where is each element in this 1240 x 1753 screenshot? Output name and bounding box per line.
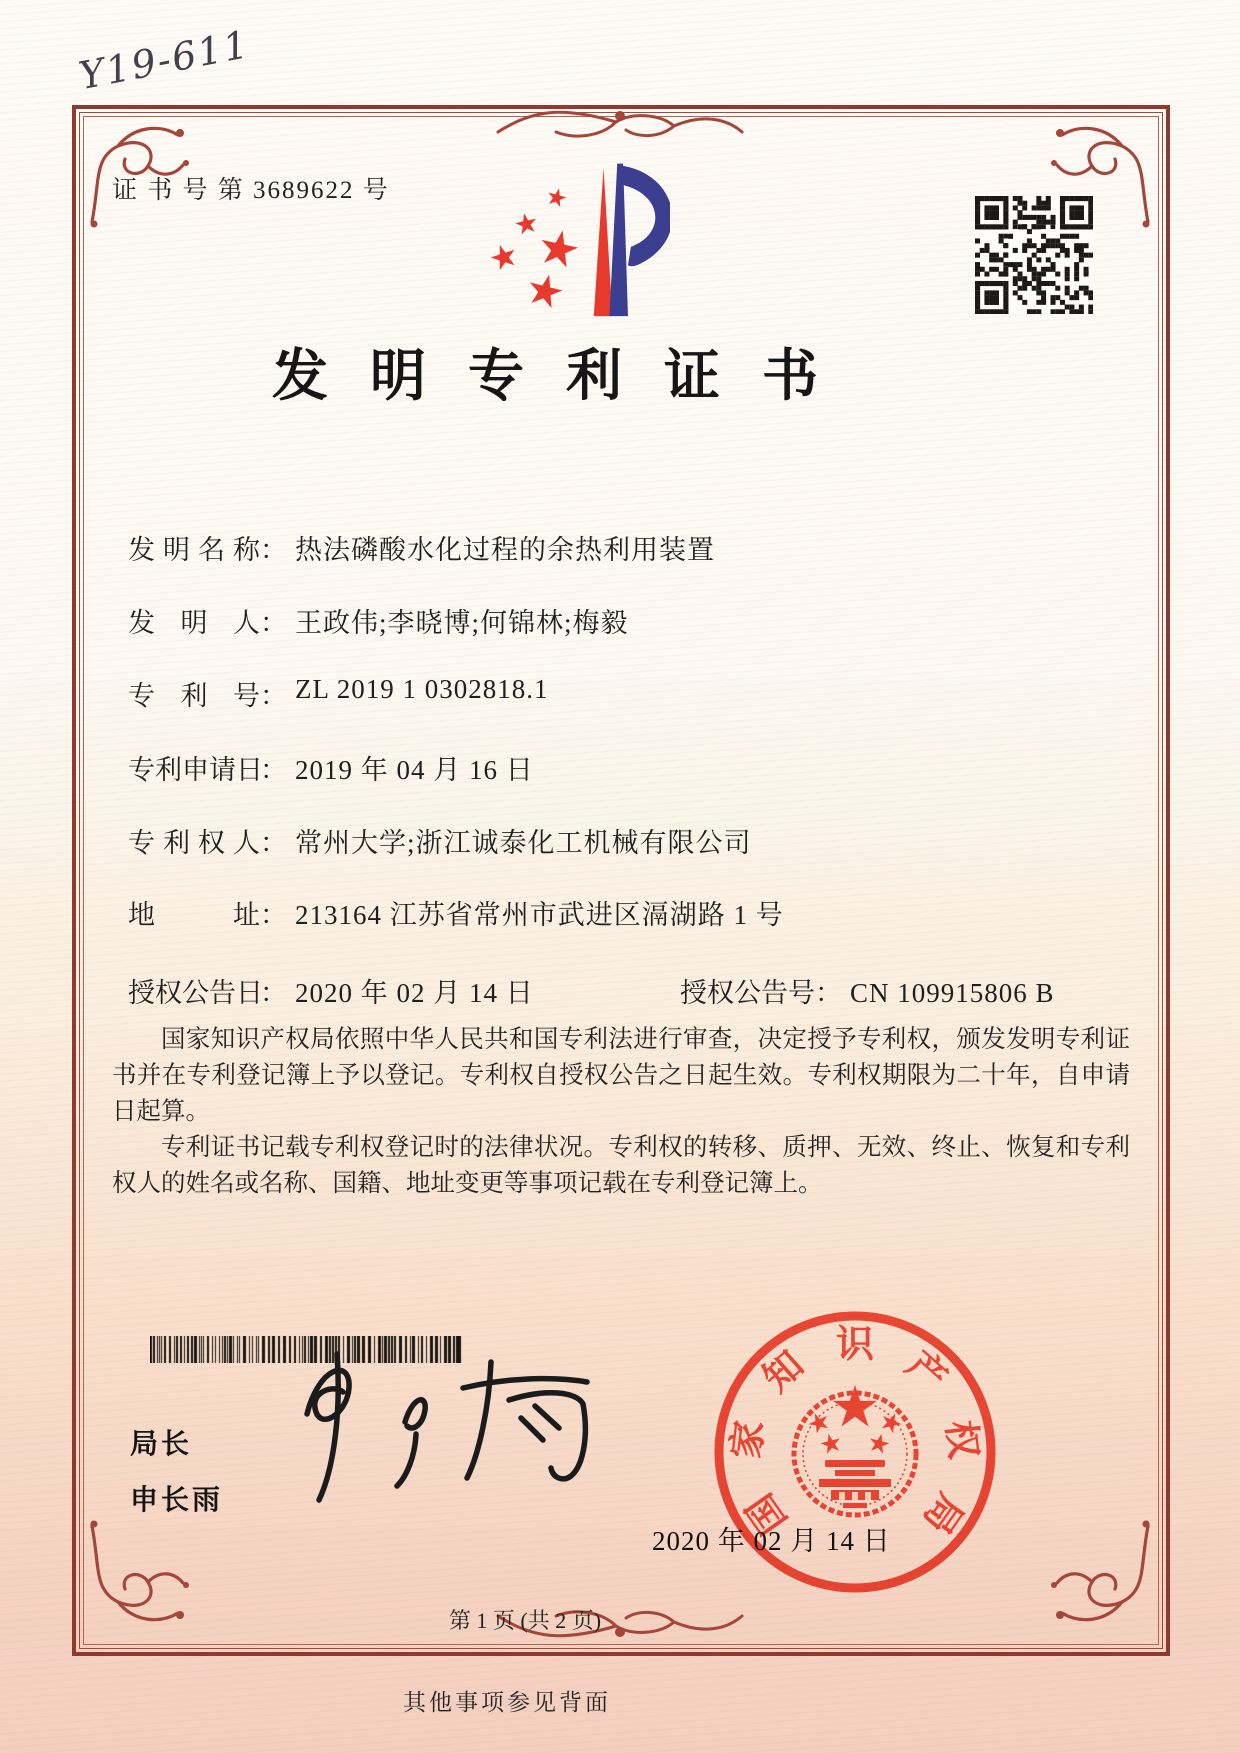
director-title-label: 局长: [130, 1428, 193, 1459]
svg-text:知: 知: [755, 1343, 813, 1401]
svg-text:产: 产: [897, 1343, 955, 1401]
field-value: 常州大学;浙江诚泰化工机械有限公司: [295, 828, 752, 858]
back-side-note: 其他事项参见背面: [403, 1690, 611, 1715]
field-label: 地址: [128, 900, 260, 930]
field-value: 2020 年 02 月 14 日: [295, 978, 534, 1008]
svg-text:家: 家: [725, 1418, 772, 1461]
field-colon: ：: [260, 535, 287, 565]
field-label: 专利号: [128, 681, 260, 711]
field-row-patentee: [128, 821, 1138, 861]
field-colon: ：: [260, 900, 287, 930]
svg-text:国: 国: [739, 1485, 796, 1541]
field-colon: ：: [260, 755, 287, 785]
field-colon: ：: [260, 828, 287, 858]
field-row-grant: [128, 971, 1138, 1011]
field-label: 授权公告日: [128, 978, 263, 1008]
field-grant-number: [680, 971, 1055, 1010]
field-value: 热法磷酸水化过程的余热利用装置: [295, 535, 715, 565]
field-colon: ：: [815, 978, 842, 1008]
certificate-title: 发明专利证书: [272, 346, 860, 408]
field-label: 发明名称: [128, 535, 260, 565]
field-colon: ：: [260, 681, 287, 711]
field-row-patent-number: [128, 674, 1138, 714]
field-colon: ：: [260, 608, 287, 638]
field-row-inventors: [128, 601, 1138, 641]
legal-paragraph-1: 国家知识产权局依照中华人民共和国专利法进行审查，决定授予专利权，颁发发明专利证书并在专利登记簿上予以登记。专利权自授权公告之日起生效。专利权期限为二十年，自申请日起算。: [112, 1026, 1130, 1125]
director-name-label: 申长雨: [130, 1484, 224, 1515]
field-value: CN 109915806 B: [850, 978, 1055, 1008]
national-emblem-icon: [794, 1385, 916, 1515]
svg-text:局: 局: [914, 1485, 971, 1541]
field-colon: ：: [260, 978, 287, 1008]
field-label: 授权公告号: [680, 978, 815, 1008]
field-value: ZL 2019 1 0302818.1: [295, 674, 549, 704]
field-label: 专利申请日: [128, 755, 263, 785]
cnipa-patent-logo-icon: [455, 150, 670, 320]
legal-text-block: [112, 1022, 1130, 1202]
field-row-invention-name: [128, 528, 1138, 568]
corner-flourish-bottom-left-icon: [86, 1520, 196, 1630]
svg-text:权: 权: [938, 1418, 985, 1461]
corner-flourish-bottom-right-icon: [1044, 1520, 1154, 1630]
certificate-number: 证 书 号 第 3689622 号: [112, 177, 390, 204]
field-label: 专利权人: [128, 828, 260, 858]
field-label: 发明人: [128, 608, 260, 638]
field-value: 2019 年 04 月 16 日: [295, 755, 534, 785]
handwritten-code: Y19-611: [75, 21, 254, 99]
field-value: 213164 江苏省常州市武进区滆湖路 1 号: [295, 900, 784, 930]
legal-paragraph-2: 专利证书记载专利权登记时的法律状况。专利权的转移、质押、无效、终止、恢复和专利权人的姓名或名称、国籍、地址变更等事项记载在专利登记簿上。: [112, 1134, 1130, 1197]
top-center-flourish-icon: [492, 92, 748, 156]
svg-text:识: 识: [835, 1324, 875, 1366]
field-row-address: [128, 893, 1138, 933]
director-signature: [285, 1348, 615, 1523]
seal-date: 2020 年 02 月 14 日: [652, 1526, 891, 1556]
qr-code: [975, 196, 1093, 314]
page-number: 第 1 页 (共 2 页): [448, 1608, 602, 1633]
field-row-filing-date: [128, 748, 1138, 788]
field-value: 王政伟;李晓博;何锦林;梅毅: [295, 608, 629, 638]
